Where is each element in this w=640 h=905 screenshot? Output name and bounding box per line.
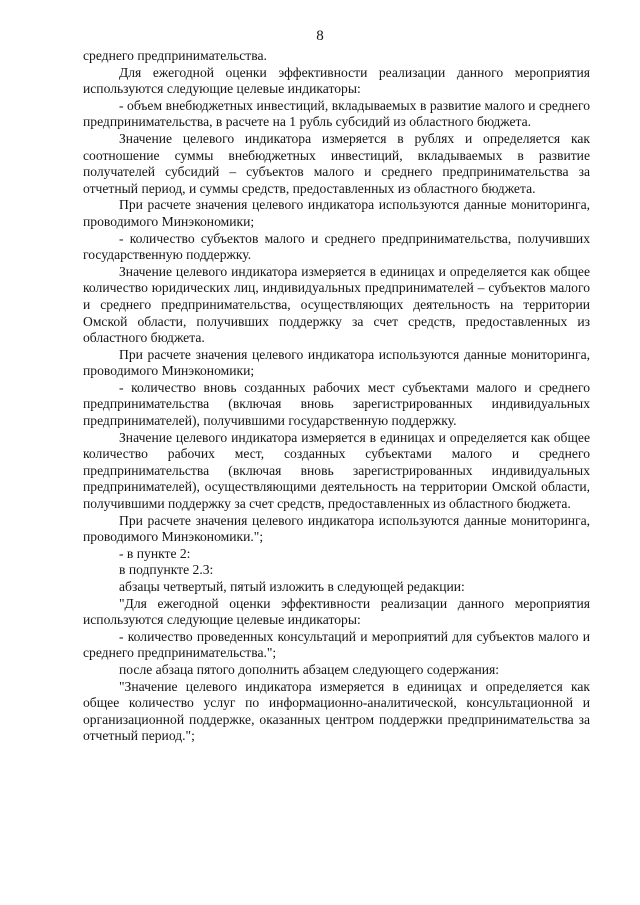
paragraph: Значение целевого индикатора измеряется в единицах и определяется как общее количество юридических лиц, индивидуальных предпринимателей – субъектов малого и среднего предпринимательства, осуществляющих деятельность на территории Омской области, получивших поддержку за счет средств, предоставленных из областного бюджета. [83, 263, 590, 346]
document-body [83, 48, 590, 745]
paragraph: При расчете значения целевого индикатора используются данные мониторинга, проводимого Минэкономики."; [83, 512, 590, 545]
paragraph: При расчете значения целевого индикатора используются данные мониторинга, проводимого Минэкономики; [83, 346, 590, 379]
paragraph: среднего предпринимательства. [83, 48, 267, 63]
paragraph: абзацы четвертый, пятый изложить в следующей редакции: [119, 579, 465, 594]
paragraph: "Для ежегодной оценки эффективности реализации данного мероприятия используются следующие целевые индикаторы: [83, 595, 590, 628]
paragraph: - объем внебюджетных инвестиций, вкладываемых в развитие малого и среднего предпринимательства, в расчете на 1 рубль субсидий из областного бюджета. [83, 97, 590, 130]
page-number: 8 [316, 28, 324, 44]
paragraph: - количество вновь созданных рабочих мест субъектами малого и среднего предпринимательства (включая вновь зарегистрированных индивидуальных предпринимателей), получившими государственную поддержку. [83, 379, 590, 429]
paragraph: Значение целевого индикатора измеряется в единицах и определяется как общее количество рабочих мест, созданных субъектами малого и среднего предпринимательства (включая вновь зарегистрированных индивидуальных предпринимателей), осуществляющими деятельность на территории Омской области, получившими поддержку за счет средств, предоставленных из областного бюджета. [83, 429, 590, 512]
paragraph: Для ежегодной оценки эффективности реализации данного мероприятия используются следующие целевые индикаторы: [83, 64, 590, 97]
paragraph: Значение целевого индикатора измеряется в рублях и определяется как соотношение суммы внебюджетных инвестиций, вкладываемых в развитие получателей субсидий – субъектов малого и среднего предпринимательства за отчетный период, и суммы средств, предоставленных из областного бюджета. [83, 130, 590, 196]
paragraph: - количество проведенных консультаций и мероприятий для субъектов малого и среднего предпринимательства."; [83, 628, 590, 661]
paragraph: после абзаца пятого дополнить абзацем следующего содержания: [119, 661, 500, 677]
paragraph: "Значение целевого индикатора измеряется в единицах и определяется как общее количество услуг по информационно-аналитической, консультационной и организационной поддержке, оказанных центром поддержки предпринимательства за отчетный период."; [83, 678, 590, 744]
paragraph: - в пункте 2: [119, 545, 191, 561]
paragraph: в подпункте 2.3: [119, 562, 214, 578]
paragraph: - количество субъектов малого и среднего предпринимательства, получивших государственную поддержку. [83, 230, 590, 263]
paragraph: При расчете значения целевого индикатора используются данные мониторинга, проводимого Минэкономики; [83, 197, 590, 229]
